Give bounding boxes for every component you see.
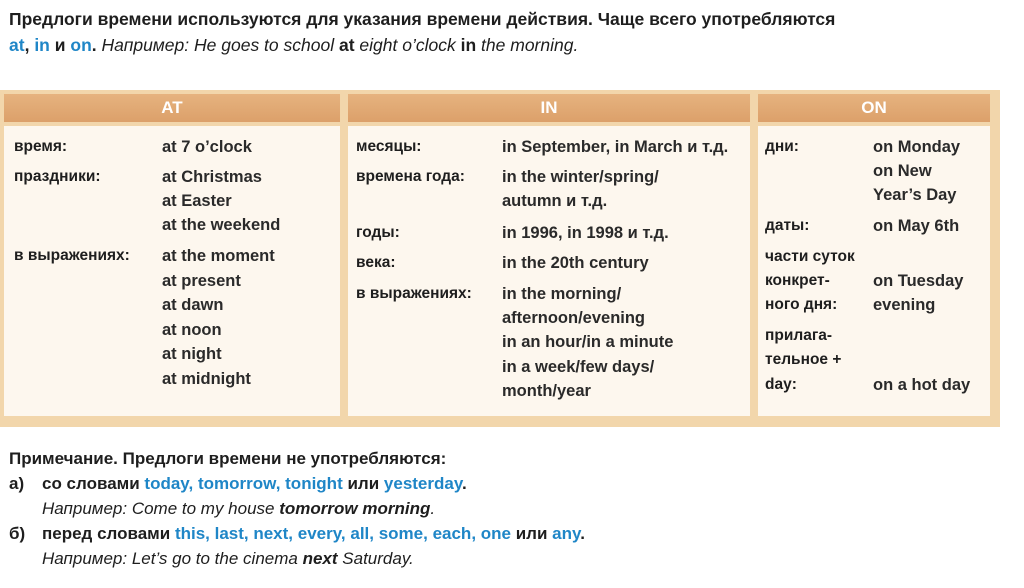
at-holidays-label: праздники: [14, 168, 101, 185]
at-expr-4: at noon [162, 321, 222, 339]
on-dates-value: on May 6th [873, 217, 960, 235]
note-b-dot: . [580, 524, 585, 543]
note-title: Примечание. Предлоги времени не употребляются: [9, 449, 447, 468]
at-holiday-3: at the weekend [162, 216, 281, 234]
intro-paragraph [9, 6, 1014, 58]
in-months-label: месяцы: [356, 138, 422, 155]
on-parts-label-2: конкрет- [765, 272, 830, 289]
note-a-example [9, 496, 1014, 521]
intro-example-at: at [338, 35, 355, 55]
intro-comma: , [24, 35, 30, 55]
header-on: ON [758, 94, 990, 122]
in-years-label: годы: [356, 224, 400, 241]
note-b-example-label: Например: [42, 549, 128, 568]
in-expr-2: afternoon/evening [502, 309, 646, 327]
intro-in: in [34, 35, 50, 55]
in-years-value: in 1996, in 1998 и т.д. [502, 224, 669, 242]
note-b [9, 521, 1014, 546]
at-expr-label: в выражениях: [14, 247, 130, 264]
note-b-text: перед словами [42, 524, 171, 543]
intro-line2 [9, 32, 1014, 58]
on-adj-label-2: тельное + [765, 351, 842, 368]
at-expr-5: at night [162, 345, 222, 363]
note-b-example-end: Saturday. [342, 549, 414, 568]
on-dates-label: даты: [765, 217, 810, 234]
on-adj-value: on a hot day [873, 376, 971, 394]
intro-text: Предлоги времени используются для указания времени действия. Чаще всего употребляются [9, 9, 836, 29]
on-parts-label-1: части суток [765, 248, 855, 265]
intro-line1 [9, 6, 1014, 32]
in-seasons-1: in the winter/spring/ [502, 168, 659, 186]
note-a-example-bold: tomorrow morning [279, 499, 431, 518]
at-expr-1: at the moment [162, 247, 275, 265]
intro-example-b: eight o’clock [359, 35, 456, 55]
at-time-value: at 7 o’clock [162, 138, 252, 156]
intro-example-label: Например: [101, 35, 190, 55]
in-centuries-label: века: [356, 254, 396, 271]
on-days-2: on New [873, 162, 932, 180]
on-adj-label-1: прилага- [765, 327, 833, 344]
on-parts-2: evening [873, 296, 936, 314]
note-a-or: или [347, 474, 380, 493]
note-b-example [9, 546, 1014, 571]
on-parts-1: on Tuesday [873, 272, 964, 290]
on-days-1: on Monday [873, 138, 961, 156]
in-centuries-value: in the 20th century [502, 254, 649, 272]
on-days-label: дни: [765, 138, 799, 155]
in-expr-3: in an hour/in a minute [502, 333, 674, 351]
note-a-text: со словами [42, 474, 140, 493]
note-b-marker: б) [9, 524, 26, 543]
in-seasons-2: autumn и т.д. [502, 192, 608, 210]
note-a-example-label: Например: [42, 499, 128, 518]
in-expr-5: month/year [502, 382, 591, 400]
note-a [9, 471, 1014, 496]
intro-on: on [70, 35, 92, 55]
at-time-label: время: [14, 138, 68, 155]
intro-example-in: in [460, 35, 477, 55]
in-months-value: in September, in March и т.д. [502, 138, 729, 156]
in-expr-4: in a week/few days/ [502, 358, 655, 376]
intro-at: at [9, 35, 25, 55]
note-a-example-text: Come to my house [131, 499, 275, 518]
intro-example-a: He goes to school [194, 35, 335, 55]
note-b-example-text: Let’s go to the cinema [131, 549, 298, 568]
note-b-last: any [552, 524, 581, 543]
intro-and: и [54, 35, 66, 55]
note-a-dot: . [462, 474, 467, 493]
in-expr-1: in the morning/ [502, 285, 622, 303]
on-adj-label-3: day: [765, 376, 797, 393]
at-holiday-1: at Christmas [162, 168, 262, 186]
intro-example-c: the morning. [481, 35, 579, 55]
note-section [9, 446, 1014, 571]
note-a-words: today, tomorrow, tonight [144, 474, 343, 493]
at-expr-3: at dawn [162, 296, 224, 314]
at-expr-2: at present [162, 272, 241, 290]
note-a-marker: а) [9, 474, 25, 493]
in-expr-label: в выражениях: [356, 285, 472, 302]
header-in: IN [348, 94, 750, 122]
in-seasons-label: времена года: [356, 168, 465, 185]
note-a-last: yesterday [383, 474, 463, 493]
at-expr-6: at midnight [162, 370, 251, 388]
note-a-example-dot: . [430, 499, 436, 518]
note-b-words: this, last, next, every, all, some, each, one [174, 524, 511, 543]
header-at: AT [4, 94, 340, 122]
note-b-example-bold: next [302, 549, 338, 568]
on-days-3: Year’s Day [873, 186, 957, 204]
at-holiday-2: at Easter [162, 192, 232, 210]
note-b-or: или [515, 524, 548, 543]
intro-dot: . [91, 35, 97, 55]
on-parts-label-3: ного дня: [765, 296, 838, 313]
